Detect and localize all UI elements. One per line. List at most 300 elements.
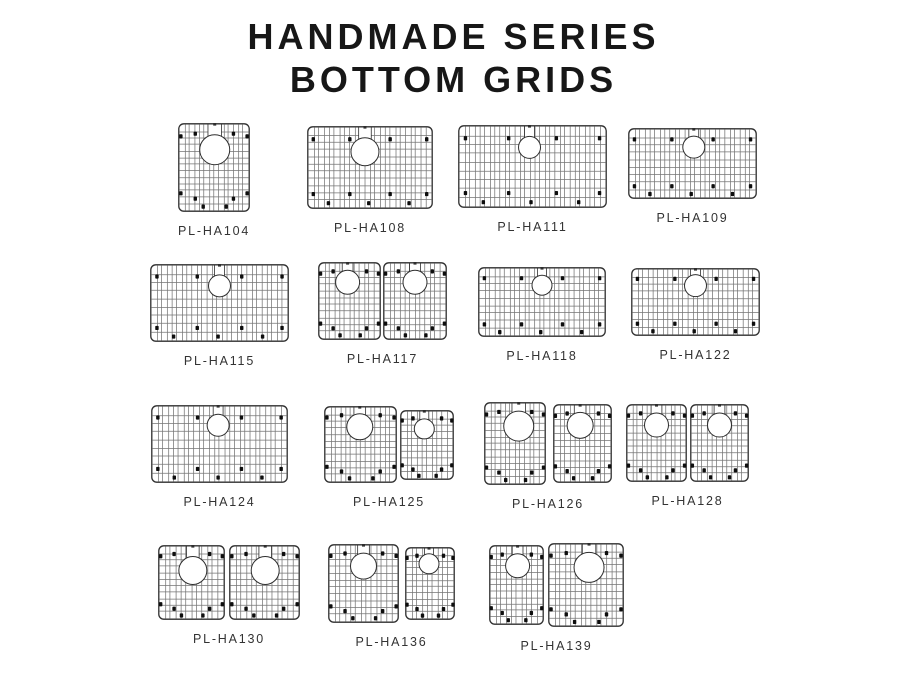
foot-bumper: [530, 470, 533, 474]
foot-bumper: [728, 475, 731, 479]
foot-bumper: [260, 475, 263, 479]
foot-bumper: [295, 602, 298, 606]
foot-bumper: [633, 137, 636, 141]
grid-set: [458, 125, 607, 208]
foot-bumper: [348, 476, 351, 480]
foot-bumper: [280, 326, 283, 330]
bottom-grid-drawing: [229, 545, 300, 620]
foot-bumper: [411, 416, 414, 420]
foot-bumper: [196, 326, 199, 330]
foot-bumper: [490, 606, 493, 610]
foot-bumper: [384, 322, 387, 326]
foot-bumper: [671, 411, 674, 415]
foot-bumper: [485, 465, 488, 469]
foot-bumper: [597, 469, 600, 473]
foot-bumper: [580, 330, 583, 334]
grid-set: [628, 128, 757, 199]
foot-bumper: [691, 464, 694, 468]
foot-bumper: [405, 556, 408, 560]
foot-bumper: [573, 620, 576, 624]
grid-set: [158, 545, 300, 620]
foot-bumper: [179, 191, 182, 195]
drain-hole: [419, 554, 439, 574]
drain-hole: [351, 553, 377, 579]
foot-bumper: [415, 607, 418, 611]
foot-bumper: [377, 322, 380, 326]
bottom-grid-drawing: [405, 547, 455, 620]
foot-bumper: [745, 414, 748, 418]
foot-bumper: [340, 413, 343, 417]
foot-bumper: [673, 277, 676, 281]
foot-bumper: [343, 609, 346, 613]
product-pl-ha122: [631, 268, 760, 362]
bottom-grid-drawing: [307, 126, 433, 209]
product-model-label: PL-HA124: [183, 495, 256, 509]
product-model-label: PL-HA122: [659, 348, 732, 362]
foot-bumper: [482, 200, 485, 204]
bottom-grid-drawing: [484, 402, 546, 485]
foot-bumper: [670, 137, 673, 141]
foot-bumper: [159, 554, 162, 558]
foot-bumper: [397, 326, 400, 330]
foot-bumper: [627, 414, 630, 418]
foot-bumper: [155, 274, 158, 278]
foot-bumper: [450, 463, 453, 467]
foot-bumper: [407, 201, 410, 205]
bottom-grid-drawing: [158, 545, 225, 620]
foot-bumper: [196, 274, 199, 278]
product-model-label: PL-HA111: [497, 220, 568, 234]
foot-bumper: [520, 276, 523, 280]
foot-bumper: [172, 334, 175, 338]
foot-bumper: [282, 552, 285, 556]
foot-bumper: [497, 470, 500, 474]
foot-bumper: [639, 468, 642, 472]
foot-bumper: [405, 603, 408, 607]
drain-hole: [251, 557, 279, 585]
foot-bumper: [577, 200, 580, 204]
foot-bumper: [437, 614, 440, 618]
foot-bumper: [598, 191, 601, 195]
product-pl-ha126: [484, 402, 612, 511]
foot-bumper: [554, 464, 557, 468]
foot-bumper: [325, 415, 328, 419]
foot-bumper: [377, 272, 380, 276]
foot-bumper: [507, 618, 510, 622]
foot-bumper: [394, 554, 397, 558]
foot-bumper: [627, 464, 630, 468]
foot-bumper: [240, 274, 243, 278]
foot-bumper: [295, 554, 298, 558]
drain-hole: [347, 414, 373, 440]
foot-bumper: [636, 322, 639, 326]
foot-bumper: [520, 322, 523, 326]
foot-bumper: [388, 137, 391, 141]
foot-bumper: [252, 613, 255, 617]
product-model-label: PL-HA125: [352, 495, 426, 509]
bottom-grid-drawing: [478, 267, 606, 337]
foot-bumper: [282, 607, 285, 611]
foot-bumper: [565, 469, 568, 473]
foot-bumper: [351, 616, 354, 620]
product-pl-ha104: [178, 123, 250, 238]
bottom-grid-drawing: [628, 128, 757, 199]
foot-bumper: [232, 132, 235, 136]
product-model-label: PL-HA128: [651, 494, 724, 508]
grid-set: [307, 126, 433, 209]
foot-bumper: [156, 467, 159, 471]
foot-bumper: [230, 602, 233, 606]
drain-hole: [504, 411, 534, 441]
product-pl-ha117: [318, 262, 447, 366]
foot-bumper: [371, 476, 374, 480]
foot-bumper: [280, 274, 283, 278]
foot-bumper: [605, 612, 608, 616]
foot-bumper: [388, 192, 391, 196]
product-model-label: PL-HA126: [511, 497, 585, 511]
bottom-grid-drawing: [150, 264, 289, 342]
foot-bumper: [179, 134, 182, 138]
title-line-1: HANDMADE SERIES: [247, 16, 660, 57]
foot-bumper: [507, 191, 510, 195]
foot-bumper: [709, 475, 712, 479]
foot-bumper: [221, 554, 224, 558]
foot-bumper: [194, 197, 197, 201]
foot-bumper: [530, 611, 533, 615]
foot-bumper: [400, 418, 403, 422]
foot-bumper: [400, 463, 403, 467]
foot-bumper: [348, 137, 351, 141]
foot-bumper: [731, 192, 734, 196]
drain-hole: [414, 418, 434, 438]
foot-bumper: [636, 277, 639, 281]
foot-bumper: [597, 620, 600, 624]
foot-bumper: [202, 205, 205, 209]
foot-bumper: [734, 329, 737, 333]
product-pl-ha124: [151, 405, 288, 509]
product-pl-ha108: [307, 126, 433, 235]
product-model-label: PL-HA130: [192, 632, 266, 646]
foot-bumper: [442, 607, 445, 611]
foot-bumper: [540, 606, 543, 610]
foot-bumper: [404, 333, 407, 337]
foot-bumper: [714, 322, 717, 326]
foot-bumper: [648, 192, 651, 196]
foot-bumper: [415, 554, 418, 558]
grid-set: [484, 402, 612, 485]
foot-bumper: [561, 322, 564, 326]
foot-bumper: [524, 618, 527, 622]
foot-bumper: [338, 333, 341, 337]
grid-set: [489, 543, 624, 627]
foot-bumper: [379, 413, 382, 417]
product-pl-ha125: [324, 406, 454, 509]
foot-bumper: [450, 418, 453, 422]
foot-bumper: [542, 465, 545, 469]
foot-bumper: [240, 326, 243, 330]
foot-bumper: [331, 269, 334, 273]
foot-bumper: [639, 411, 642, 415]
foot-bumper: [392, 415, 395, 419]
foot-bumper: [232, 197, 235, 201]
drain-hole: [645, 413, 669, 437]
product-pl-ha111: [458, 125, 607, 234]
foot-bumper: [201, 613, 204, 617]
foot-bumper: [329, 604, 332, 608]
foot-bumper: [734, 411, 737, 415]
grid-set: [328, 544, 455, 623]
foot-bumper: [240, 467, 243, 471]
foot-bumper: [555, 136, 558, 140]
foot-bumper: [208, 552, 211, 556]
bottom-grid-drawing: [400, 410, 454, 480]
grid-set: [631, 268, 760, 336]
foot-bumper: [483, 276, 486, 280]
product-model-label: PL-HA104: [178, 224, 251, 238]
foot-bumper: [464, 191, 467, 195]
bottom-grid-drawing: [318, 262, 381, 340]
foot-bumper: [245, 191, 248, 195]
foot-bumper: [702, 468, 705, 472]
drain-hole: [200, 135, 230, 165]
foot-bumper: [597, 411, 600, 415]
product-pl-ha109: [628, 128, 757, 225]
foot-bumper: [442, 554, 445, 558]
foot-bumper: [555, 191, 558, 195]
foot-bumper: [155, 326, 158, 330]
foot-bumper: [431, 326, 434, 330]
foot-bumper: [734, 468, 737, 472]
foot-bumper: [394, 604, 397, 608]
foot-bumper: [608, 464, 611, 468]
foot-bumper: [714, 277, 717, 281]
foot-bumper: [279, 415, 282, 419]
foot-bumper: [216, 334, 219, 338]
grid-set: [150, 264, 289, 342]
foot-bumper: [598, 322, 601, 326]
foot-bumper: [673, 322, 676, 326]
page-title: [0, 15, 907, 101]
foot-bumper: [275, 613, 278, 617]
foot-bumper: [572, 476, 575, 480]
foot-bumper: [440, 416, 443, 420]
foot-bumper: [565, 612, 568, 616]
drain-hole: [683, 136, 705, 158]
bottom-grid-drawing: [631, 268, 760, 336]
foot-bumper: [434, 473, 437, 477]
foot-bumper: [501, 553, 504, 557]
foot-bumper: [440, 467, 443, 471]
foot-bumper: [340, 469, 343, 473]
drain-hole: [567, 412, 593, 438]
foot-bumper: [633, 184, 636, 188]
foot-bumper: [279, 467, 282, 471]
product-pl-ha130: [158, 545, 300, 646]
drain-hole: [336, 270, 360, 294]
foot-bumper: [240, 415, 243, 419]
product-model-label: PL-HA109: [656, 211, 729, 225]
foot-bumper: [343, 551, 346, 555]
drain-hole: [532, 275, 552, 295]
bottom-grid-drawing: [548, 543, 624, 627]
foot-bumper: [417, 473, 420, 477]
foot-bumper: [529, 200, 532, 204]
grid-set: [178, 123, 250, 212]
title-line-2: BOTTOM GRIDS: [289, 59, 618, 100]
foot-bumper: [365, 269, 368, 273]
foot-bumper: [225, 205, 228, 209]
foot-bumper: [381, 609, 384, 613]
foot-bumper: [425, 192, 428, 196]
drain-hole: [685, 275, 707, 297]
foot-bumper: [561, 276, 564, 280]
bottom-grid-drawing: [489, 545, 544, 625]
foot-bumper: [530, 410, 533, 414]
foot-bumper: [605, 551, 608, 555]
foot-bumper: [312, 192, 315, 196]
foot-bumper: [261, 334, 264, 338]
foot-bumper: [646, 475, 649, 479]
product-pl-ha139: [489, 543, 624, 653]
foot-bumper: [319, 322, 322, 326]
foot-bumper: [619, 554, 622, 558]
drain-hole: [506, 554, 530, 578]
product-model-label: PL-HA139: [520, 639, 593, 653]
foot-bumper: [504, 478, 507, 482]
bottom-grid-drawing: [151, 405, 288, 483]
bottom-grid-drawing: [458, 125, 607, 208]
foot-bumper: [485, 412, 488, 416]
grid-set: [324, 406, 454, 483]
foot-bumper: [443, 272, 446, 276]
drain-hole: [519, 136, 541, 158]
foot-bumper: [221, 602, 224, 606]
bottom-grid-drawing: [690, 404, 749, 482]
foot-bumper: [325, 465, 328, 469]
drain-hole: [207, 414, 229, 436]
foot-bumper: [397, 269, 400, 273]
drain-hole: [179, 557, 207, 585]
foot-bumper: [752, 322, 755, 326]
foot-bumper: [194, 132, 197, 136]
foot-bumper: [549, 554, 552, 558]
foot-bumper: [507, 136, 510, 140]
foot-bumper: [431, 269, 434, 273]
foot-bumper: [497, 410, 500, 414]
foot-bumper: [196, 415, 199, 419]
foot-bumper: [483, 322, 486, 326]
foot-bumper: [464, 136, 467, 140]
foot-bumper: [392, 465, 395, 469]
foot-bumper: [665, 475, 668, 479]
foot-bumper: [230, 554, 233, 558]
foot-bumper: [374, 616, 377, 620]
drain-hole: [209, 275, 231, 297]
bottom-grid-drawing: [328, 544, 399, 623]
foot-bumper: [425, 137, 428, 141]
foot-bumper: [451, 603, 454, 607]
foot-bumper: [683, 464, 686, 468]
foot-bumper: [749, 184, 752, 188]
product-model-label: PL-HA118: [506, 349, 578, 363]
foot-bumper: [711, 137, 714, 141]
foot-bumper: [691, 414, 694, 418]
foot-bumper: [156, 415, 159, 419]
product-pl-ha136: [328, 544, 455, 649]
foot-bumper: [608, 414, 611, 418]
product-model-label: PL-HA108: [333, 221, 407, 235]
foot-bumper: [501, 611, 504, 615]
foot-bumper: [565, 551, 568, 555]
product-pl-ha128: [626, 404, 749, 508]
foot-bumper: [752, 277, 755, 281]
foot-bumper: [359, 333, 362, 337]
foot-bumper: [208, 607, 211, 611]
bottom-grid-drawing: [383, 262, 447, 340]
foot-bumper: [565, 411, 568, 415]
foot-bumper: [749, 137, 752, 141]
foot-bumper: [379, 469, 382, 473]
drain-hole: [403, 270, 427, 294]
foot-bumper: [159, 602, 162, 606]
foot-bumper: [312, 137, 315, 141]
foot-bumper: [451, 556, 454, 560]
foot-bumper: [421, 614, 424, 618]
product-pl-ha118: [478, 267, 606, 363]
drain-hole: [708, 413, 732, 437]
foot-bumper: [591, 476, 594, 480]
foot-bumper: [651, 329, 654, 333]
foot-bumper: [745, 464, 748, 468]
foot-bumper: [542, 412, 545, 416]
foot-bumper: [329, 554, 332, 558]
drain-hole: [574, 552, 604, 582]
foot-bumper: [524, 478, 527, 482]
product-model-label: PL-HA115: [183, 354, 256, 368]
foot-bumper: [384, 272, 387, 276]
foot-bumper: [244, 552, 247, 556]
foot-bumper: [196, 467, 199, 471]
drain-hole: [351, 138, 379, 166]
foot-bumper: [549, 607, 552, 611]
foot-bumper: [539, 330, 542, 334]
foot-bumper: [498, 330, 501, 334]
foot-bumper: [540, 555, 543, 559]
foot-bumper: [365, 326, 368, 330]
foot-bumper: [619, 607, 622, 611]
foot-bumper: [172, 552, 175, 556]
foot-bumper: [348, 192, 351, 196]
bottom-grid-drawing: [553, 404, 612, 483]
grid-set: [318, 262, 447, 340]
foot-bumper: [554, 414, 557, 418]
foot-bumper: [693, 329, 696, 333]
foot-bumper: [381, 551, 384, 555]
foot-bumper: [319, 272, 322, 276]
product-pl-ha115: [150, 264, 289, 368]
foot-bumper: [424, 333, 427, 337]
foot-bumper: [245, 134, 248, 138]
grid-set: [626, 404, 749, 482]
bottom-grid-drawing: [324, 406, 397, 483]
foot-bumper: [702, 411, 705, 415]
foot-bumper: [367, 201, 370, 205]
foot-bumper: [671, 468, 674, 472]
bottom-grid-drawing: [178, 123, 250, 212]
foot-bumper: [173, 475, 176, 479]
grid-set: [478, 267, 606, 337]
foot-bumper: [244, 607, 247, 611]
